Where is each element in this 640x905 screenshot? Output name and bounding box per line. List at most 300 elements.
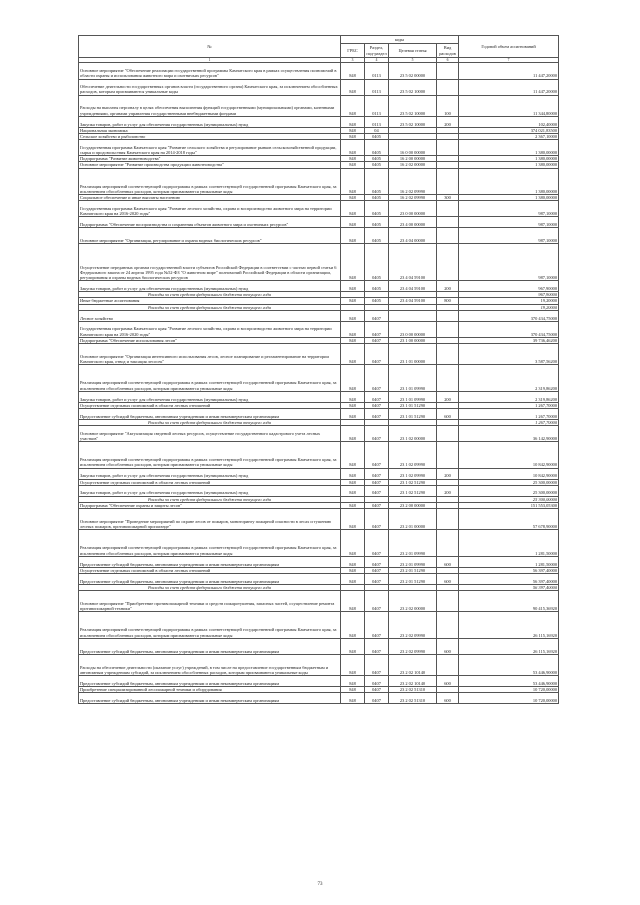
row-grbs: 848 <box>341 127 365 133</box>
row-amount: 1 267,70000 <box>459 408 559 419</box>
row-target-article: 16 2 02 09990 <box>389 195 437 201</box>
row-amount: 11 447,20000 <box>459 79 559 95</box>
row-name: Государственная программа Камчатского края "Развитие лесного хозяйства, охрана и воспроизводство животного мира на территории Камчатского края на 2016-2020 годы" <box>79 201 341 217</box>
row-target-article: 23 2 02 00000 <box>389 591 437 612</box>
row-razdel: 0405 <box>365 162 389 168</box>
row-amount: 90 415,36920 <box>459 591 559 612</box>
table-row <box>79 79 559 95</box>
row-amount: 987,10000 <box>459 228 559 244</box>
row-target-article: 23 4 04 59100 <box>389 281 437 292</box>
row-grbs: 848 <box>341 95 365 116</box>
row-expense-type <box>437 79 459 95</box>
row-razdel: 0407 <box>365 468 389 479</box>
row-grbs: 848 <box>341 195 365 201</box>
row-target-article: 23 2 02 09990 <box>389 638 437 654</box>
row-name: Государственная программа Камчатского края "Развитие сельского хозяйства и регулирование рынков сельскохозяйственной продукции, сырья и продовольствия Камчатского края на 2014-2018 годы" <box>79 140 341 156</box>
row-razdel: 0405 <box>365 217 389 228</box>
row-amount: 1 380,00000 <box>459 140 559 156</box>
table-row <box>79 321 559 337</box>
row-grbs: 848 <box>341 298 365 304</box>
row-grbs: 848 <box>341 156 365 162</box>
table-row <box>79 573 559 584</box>
row-target-article: 23 1 01 00000 <box>389 344 437 365</box>
row-razdel: 0407 <box>365 502 389 508</box>
row-amount: 1 380,00000 <box>459 162 559 168</box>
row-razdel: 0407 <box>365 485 389 496</box>
row-amount: 370 434,75000 <box>459 310 559 321</box>
row-amount: 53 446,90000 <box>459 654 559 675</box>
row-target-article: 23 5 02 10000 <box>389 79 437 95</box>
row-expense-type: 600 <box>437 573 459 584</box>
row-razdel: 0405 <box>365 140 389 156</box>
row-name: Расходы за счет средств федерального бюджета текущего года <box>79 584 341 590</box>
row-name: Обеспечение деятельности государственных органов власти (государственного органа) Камчатского края, за исключением обособленных расходов, которым присваиваются уникальные коды <box>79 79 341 95</box>
row-target-article: 23 1 01 51290 <box>389 408 437 419</box>
row-name: Реализация мероприятий соответствующей подпрограммы в рамках соответствующей государственной программы Камчатского края, за исключением обособленных расходов, которым присваиваются уникальные коды <box>79 530 341 557</box>
table-row <box>79 63 559 79</box>
row-name: Расходы за счет средств федерального бюджета текущего года <box>79 496 341 502</box>
row-expense-type: 200 <box>437 116 459 127</box>
row-razdel: 0407 <box>365 426 389 442</box>
row-grbs: 848 <box>341 479 365 485</box>
row-grbs: 848 <box>341 638 365 654</box>
row-grbs: 848 <box>341 408 365 419</box>
row-amount: 987,10000 <box>459 217 559 228</box>
row-name: Предоставление субсидий бюджетным, автономным учреждениям и иным некоммерческим организациям <box>79 676 341 687</box>
row-grbs: 848 <box>341 244 365 281</box>
row-amount: 967,90000 <box>459 292 559 298</box>
row-target-article: 23 4 00 00000 <box>389 217 437 228</box>
row-grbs: 848 <box>341 281 365 292</box>
row-name: Осуществление переданных органам государственной власти субъектов Российской Федерации в соответствии с частью первой статьи 6 Федерального закона от 24 апреля 1995 года №52-ФЗ "О животном мире" полномочий Российской Федерации в области организации, регулирования и охраны водных биологических ресурсов <box>79 244 341 281</box>
row-grbs: 848 <box>341 556 365 567</box>
row-grbs: 848 <box>341 442 365 469</box>
row-amount: 2 367,10000 <box>459 133 559 139</box>
row-razdel: 0113 <box>365 116 389 127</box>
row-grbs: 848 <box>341 402 365 408</box>
row-expense-type <box>437 63 459 79</box>
row-expense-type <box>437 591 459 612</box>
row-amount: 3 587,56200 <box>459 344 559 365</box>
row-razdel: 0405 <box>365 168 389 195</box>
row-name: Иные бюджетные ассигнования <box>79 298 341 304</box>
row-grbs: 848 <box>341 79 365 95</box>
row-grbs: 848 <box>341 426 365 442</box>
row-expense-type <box>437 654 459 675</box>
row-amount: 57 678,90000 <box>459 509 559 530</box>
row-name: Расходы за счет средств федерального бюджета текущего года <box>79 292 341 298</box>
table-row <box>79 638 559 654</box>
row-name: Закупка товаров, работ и услуг для обеспечения государственных (муниципальных) нужд <box>79 116 341 127</box>
row-target-article: 23 1 02 09990 <box>389 468 437 479</box>
page-number: 73 <box>317 882 323 887</box>
table-row <box>79 391 559 402</box>
row-name: Подпрограмма "Обеспечение охраны и защиты лесов" <box>79 502 341 508</box>
row-expense-type: 600 <box>437 408 459 419</box>
row-amount: 1 267,70000 <box>459 419 559 425</box>
row-expense-type <box>437 168 459 195</box>
row-target-article: 23 1 01 09990 <box>389 391 437 402</box>
table-row <box>79 485 559 496</box>
row-name: Сельское хозяйство и рыболовство <box>79 133 341 139</box>
column-index: 7 <box>459 58 559 63</box>
row-amount: 102,40000 <box>459 116 559 127</box>
row-target-article: 16 2 02 09990 <box>389 168 437 195</box>
row-expense-type <box>437 612 459 639</box>
row-name: Социальное обеспечение и иные выплаты населению <box>79 195 341 201</box>
row-razdel: 0113 <box>365 95 389 116</box>
table-row <box>79 426 559 442</box>
row-amount: 11 344,80000 <box>459 95 559 116</box>
table-row <box>79 365 559 392</box>
row-amount: 1 380,00000 <box>459 156 559 162</box>
row-grbs: 848 <box>341 321 365 337</box>
row-razdel: 0407 <box>365 676 389 687</box>
row-target-article: 23 1 01 09990 <box>389 365 437 392</box>
row-name: Основное мероприятие "Актуализация сведений лесных ресурсов, осуществление государственного кадастрового учета лесных участков" <box>79 426 341 442</box>
header-num: № <box>79 36 341 58</box>
row-target-article: 23 2 02 51310 <box>389 687 437 693</box>
row-name: Осуществление отдельных полномочий в области лесных отношений <box>79 402 341 408</box>
row-name: Закупка товаров, работ и услуг для обеспечения государственных (муниципальных) нужд <box>79 391 341 402</box>
row-razdel: 0405 <box>365 133 389 139</box>
row-name: Государственная программа Камчатского края "Развитие лесного хозяйства, охрана и воспроизводство животного мира на территории Камчатского края на 2016-2020 годы" <box>79 321 341 337</box>
row-name: Закупка товаров, работ и услуг для обеспечения государственных (муниципальных) нужд <box>79 281 341 292</box>
row-target-article: 23 4 04 59100 <box>389 298 437 304</box>
row-grbs: 848 <box>341 365 365 392</box>
header-grbs: ГРБС <box>341 44 365 58</box>
row-target-article: 23 2 01 09990 <box>389 530 437 557</box>
row-amount: 53 446,90000 <box>459 676 559 687</box>
row-amount: 10 720,00000 <box>459 687 559 693</box>
table-row <box>79 244 559 281</box>
row-target-article: 23 2 02 10140 <box>389 654 437 675</box>
table-body <box>79 63 559 704</box>
row-name: Лесное хозяйство <box>79 310 341 321</box>
row-target-article: 23 0 00 00000 <box>389 321 437 337</box>
row-razdel: 0407 <box>365 402 389 408</box>
row-amount: 25 300,00000 <box>459 479 559 485</box>
row-name: Расходы на обеспечение деятельности (оказание услуг) учреждений, в том числе на предоставление государственным бюджетным и автономным учреждениям субсидий, за исключением обособленных расходов, которым присваиваются уникальные коды <box>79 654 341 675</box>
table-row <box>79 556 559 567</box>
row-razdel: 0407 <box>365 638 389 654</box>
row-amount: 1 267,70000 <box>459 402 559 408</box>
table-row <box>79 676 559 687</box>
row-amount: 1 380,00000 <box>459 195 559 201</box>
row-amount: 25 300,00000 <box>459 496 559 502</box>
row-expense-type: 800 <box>437 298 459 304</box>
row-amount: 370 434,75000 <box>459 321 559 337</box>
table-row <box>79 654 559 675</box>
row-target-article: 16 0 00 00000 <box>389 140 437 156</box>
row-target-article: 23 1 02 00000 <box>389 426 437 442</box>
row-amount: 1 380,00000 <box>459 168 559 195</box>
row-name: Расходы за счет средств федерального бюджета текущего года <box>79 304 341 310</box>
row-razdel: 0405 <box>365 244 389 281</box>
row-amount: 987,10000 <box>459 244 559 281</box>
row-target-article: 23 1 02 51290 <box>389 479 437 485</box>
row-name: Основное мероприятие "Приобретение противопожарной техники и средств пожаротушения, запасных частей, осуществление ремонта противопожарной техники" <box>79 591 341 612</box>
row-amount: 10 720,00000 <box>459 693 559 704</box>
column-index: 3 <box>341 58 365 63</box>
row-amount: 25 300,00000 <box>459 485 559 496</box>
row-expense-type: 200 <box>437 281 459 292</box>
row-name: Основное мероприятие "Организация, регулирование и охрана водных биологических ресурсов" <box>79 228 341 244</box>
table-row <box>79 509 559 530</box>
header-expense-type: Вид расходов <box>437 44 459 58</box>
row-grbs: 848 <box>341 573 365 584</box>
row-razdel: 0113 <box>365 63 389 79</box>
row-razdel: 0407 <box>365 442 389 469</box>
table-row <box>79 530 559 557</box>
column-index: 4 <box>365 58 389 63</box>
row-expense-type <box>437 509 459 530</box>
header-annual-volume: Годовой объем ассигнований <box>459 36 559 58</box>
row-razdel: 0407 <box>365 687 389 693</box>
row-razdel: 0407 <box>365 612 389 639</box>
row-expense-type: 200 <box>437 391 459 402</box>
row-grbs: 848 <box>341 162 365 168</box>
row-expense-type: 600 <box>437 676 459 687</box>
row-expense-type <box>437 426 459 442</box>
row-grbs: 848 <box>341 228 365 244</box>
table-row <box>79 168 559 195</box>
budget-table <box>78 35 559 704</box>
table-row <box>79 228 559 244</box>
row-name: Национальная экономика <box>79 127 341 133</box>
row-expense-type <box>437 201 459 217</box>
row-razdel: 0405 <box>365 195 389 201</box>
row-amount: 987,10000 <box>459 201 559 217</box>
row-razdel: 0405 <box>365 156 389 162</box>
row-expense-type <box>437 344 459 365</box>
row-grbs: 848 <box>341 140 365 156</box>
row-target-article: 23 5 02 10000 <box>389 95 437 116</box>
row-name: Реализация мероприятий соответствующей подпрограммы в рамках соответствующей государственной программы Камчатского края, за исключением обособленных расходов, которым присваиваются уникальные коды <box>79 365 341 392</box>
row-razdel: 0407 <box>365 310 389 321</box>
row-razdel: 0407 <box>365 344 389 365</box>
table-row <box>79 344 559 365</box>
row-amount: 1 281,50000 <box>459 556 559 567</box>
row-target-article: 23 0 00 00000 <box>389 201 437 217</box>
row-amount: 26 115,16920 <box>459 638 559 654</box>
row-grbs: 848 <box>341 687 365 693</box>
row-grbs: 848 <box>341 217 365 228</box>
table-row <box>79 591 559 612</box>
row-target-article: 23 1 02 51290 <box>389 485 437 496</box>
row-amount: 2 319,86200 <box>459 365 559 392</box>
row-grbs: 848 <box>341 530 365 557</box>
row-amount: 39 736,46200 <box>459 337 559 343</box>
row-razdel: 0405 <box>365 281 389 292</box>
row-grbs: 848 <box>341 485 365 496</box>
row-expense-type: 600 <box>437 556 459 567</box>
table-header <box>79 36 559 63</box>
row-razdel: 0407 <box>365 479 389 485</box>
row-name: Предоставление субсидий бюджетным, автономным учреждениям и иным некоммерческим организациям <box>79 638 341 654</box>
row-name: Реализация мероприятий соответствующей подпрограммы в рамках соответствующей государственной программы Камчатского края, за исключением обособленных расходов, которым присваиваются уникальные коды <box>79 612 341 639</box>
column-index: 5 <box>389 58 437 63</box>
row-amount: 36 142,90000 <box>459 426 559 442</box>
row-name: Основное мероприятие "Развитие производства продукции животноводства" <box>79 162 341 168</box>
row-razdel: 0407 <box>365 567 389 573</box>
row-target-article: 23 4 04 00000 <box>389 228 437 244</box>
row-amount: 11 447,20000 <box>459 63 559 79</box>
row-name: Подпрограмма "Развитие животноводства" <box>79 156 341 162</box>
row-expense-type <box>437 530 459 557</box>
row-target-article <box>389 310 437 321</box>
row-name: Приобретение специализированной лесопожарной техники и оборудования <box>79 687 341 693</box>
row-grbs: 848 <box>341 337 365 343</box>
row-target-article: 23 2 02 10140 <box>389 676 437 687</box>
table-row <box>79 281 559 292</box>
table-row <box>79 116 559 127</box>
row-amount: 2 319,86200 <box>459 391 559 402</box>
row-amount: 19,20000 <box>459 298 559 304</box>
row-target-article: 23 2 01 09990 <box>389 556 437 567</box>
row-target-article: 23 2 00 00000 <box>389 502 437 508</box>
row-expense-type: 600 <box>437 638 459 654</box>
row-amount: 10 842,90000 <box>459 468 559 479</box>
row-grbs: 848 <box>341 133 365 139</box>
row-grbs: 848 <box>341 502 365 508</box>
row-amount: 26 115,16920 <box>459 612 559 639</box>
row-name: Расходы на выплаты персоналу в целях обеспечения выполнения функций государственными (муниципальными) органами, казенными учреждениями, органами управления государственными внебюджетными фондами <box>79 95 341 116</box>
row-grbs: 848 <box>341 344 365 365</box>
row-razdel: 0407 <box>365 693 389 704</box>
row-name: Подпрограмма "Обеспечение воспроизводства и сохранения объектов животного мира и охотничьих ресурсов" <box>79 217 341 228</box>
row-expense-type <box>437 140 459 156</box>
row-amount: 151 553,05300 <box>459 502 559 508</box>
row-grbs: 848 <box>341 468 365 479</box>
row-grbs: 848 <box>341 654 365 675</box>
row-name: Реализация мероприятий соответствующей подпрограммы в рамках соответствующей государственной программы Камчатского края, за исключением обособленных расходов, которым присваиваются уникальные коды <box>79 168 341 195</box>
row-expense-type: 300 <box>437 195 459 201</box>
row-grbs: 848 <box>341 693 365 704</box>
column-index: 6 <box>437 58 459 63</box>
row-target-article: 23 1 00 00000 <box>389 337 437 343</box>
row-razdel: 0407 <box>365 509 389 530</box>
row-razdel: 0113 <box>365 79 389 95</box>
row-name: Основное мероприятие "Организация интенсивного использования лесов, лесное планирование и регламентирование на территории Камчатского края, отвод и таксация лесосек" <box>79 344 341 365</box>
row-name: Предоставление субсидий бюджетным, автономным учреждениям и иным некоммерческим организациям <box>79 573 341 584</box>
row-amount: 19,20000 <box>459 304 559 310</box>
row-name: Расходы за счет средств федерального бюджета текущего года <box>79 419 341 425</box>
header-razdel: Раздел, под-раздел <box>366 45 387 56</box>
row-grbs: 848 <box>341 567 365 573</box>
row-razdel: 0407 <box>365 530 389 557</box>
row-target-article: 16 2 02 00000 <box>389 162 437 168</box>
row-razdel: 0407 <box>365 337 389 343</box>
row-grbs: 848 <box>341 676 365 687</box>
row-target-article: 23 2 01 00000 <box>389 509 437 530</box>
row-expense-type <box>437 365 459 392</box>
header-codes-group: коды <box>341 36 459 44</box>
row-expense-type: 100 <box>437 95 459 116</box>
row-amount: 56 397,40000 <box>459 584 559 590</box>
table-row <box>79 201 559 217</box>
row-target-article: 23 2 02 51310 <box>389 693 437 704</box>
row-grbs: 848 <box>341 116 365 127</box>
row-amount: 967,90000 <box>459 281 559 292</box>
row-name: Подпрограмма "Обеспечение использования лесов" <box>79 337 341 343</box>
row-razdel: 0407 <box>365 408 389 419</box>
table-row <box>79 693 559 704</box>
row-amount: 56 397,40000 <box>459 567 559 573</box>
row-target-article: 23 2 01 51290 <box>389 573 437 584</box>
row-target-article: 23 2 02 09990 <box>389 612 437 639</box>
row-grbs: 848 <box>341 391 365 402</box>
table-row <box>79 442 559 469</box>
row-razdel: 0407 <box>365 391 389 402</box>
row-name: Основное мероприятие "Обеспечение реализации государственной программы Камчатского края в рамках осуществления полномочий в области охраны и использования животного мира и охотничьих ресурсов" <box>79 63 341 79</box>
row-expense-type: 200 <box>437 485 459 496</box>
row-expense-type <box>437 321 459 337</box>
row-target-article: 23 1 01 51290 <box>389 402 437 408</box>
row-razdel: 0407 <box>365 365 389 392</box>
row-target-article: 23 1 02 09990 <box>389 442 437 469</box>
row-expense-type: 200 <box>437 468 459 479</box>
row-razdel: 0407 <box>365 591 389 612</box>
row-grbs: 848 <box>341 591 365 612</box>
row-target-article: 23 5 02 10000 <box>389 116 437 127</box>
row-expense-type <box>437 217 459 228</box>
table-row <box>79 408 559 419</box>
row-name: Осуществление отдельных полномочий в области лесных отношений <box>79 479 341 485</box>
row-expense-type <box>437 310 459 321</box>
row-amount: 56 397,40000 <box>459 573 559 584</box>
row-razdel: 0405 <box>365 298 389 304</box>
row-grbs: 848 <box>341 201 365 217</box>
row-name: Закупка товаров, работ и услуг для обеспечения государственных (муниципальных) нужд <box>79 485 341 496</box>
row-name: Реализация мероприятий соответствующей подпрограммы в рамках соответствующей государственной программы Камчатского края, за исключением обособленных расходов, которым присваиваются уникальные коды <box>79 442 341 469</box>
row-razdel: 0405 <box>365 228 389 244</box>
row-name: Предоставление субсидий бюджетным, автономным учреждениям и иным некоммерческим организациям <box>79 693 341 704</box>
table-row <box>79 217 559 228</box>
header-target-article: Целевая статья <box>389 44 437 58</box>
row-name: Основное мероприятие "Проведение мероприятий по охране лесов от пожаров, мониторингу пожарной опасности в лесах и тушению лесных пожаров, противопожарной пропаганде" <box>79 509 341 530</box>
table-row <box>79 95 559 116</box>
row-expense-type: 600 <box>437 693 459 704</box>
row-grbs: 848 <box>341 612 365 639</box>
row-razdel: 0405 <box>365 201 389 217</box>
row-grbs: 848 <box>341 63 365 79</box>
row-expense-type <box>437 442 459 469</box>
row-amount: 1 281,50000 <box>459 530 559 557</box>
row-amount: 374 021,83500 <box>459 127 559 133</box>
row-name: Закупка товаров, работ и услуг для обеспечения государственных (муниципальных) нужд <box>79 468 341 479</box>
row-razdel: 0407 <box>365 556 389 567</box>
row-razdel: 0407 <box>365 654 389 675</box>
row-razdel: 0407 <box>365 573 389 584</box>
row-amount: 10 842,90000 <box>459 442 559 469</box>
row-razdel: 04 <box>365 127 389 133</box>
row-expense-type <box>437 228 459 244</box>
row-target-article: 23 2 01 51290 <box>389 567 437 573</box>
row-razdel: 0407 <box>365 321 389 337</box>
row-grbs: 848 <box>341 509 365 530</box>
table-row <box>79 140 559 156</box>
row-target-article: 23 5 02 00000 <box>389 63 437 79</box>
row-grbs: 848 <box>341 168 365 195</box>
column-index: 1 <box>79 58 341 63</box>
table-row <box>79 468 559 479</box>
row-target-article: 16 2 00 00000 <box>389 156 437 162</box>
row-expense-type <box>437 244 459 281</box>
row-name: Осуществление отдельных полномочий в области лесных отношений <box>79 567 341 573</box>
row-grbs: 848 <box>341 310 365 321</box>
row-name: Предоставление субсидий бюджетным, автономным учреждениям и иным некоммерческим организациям <box>79 408 341 419</box>
